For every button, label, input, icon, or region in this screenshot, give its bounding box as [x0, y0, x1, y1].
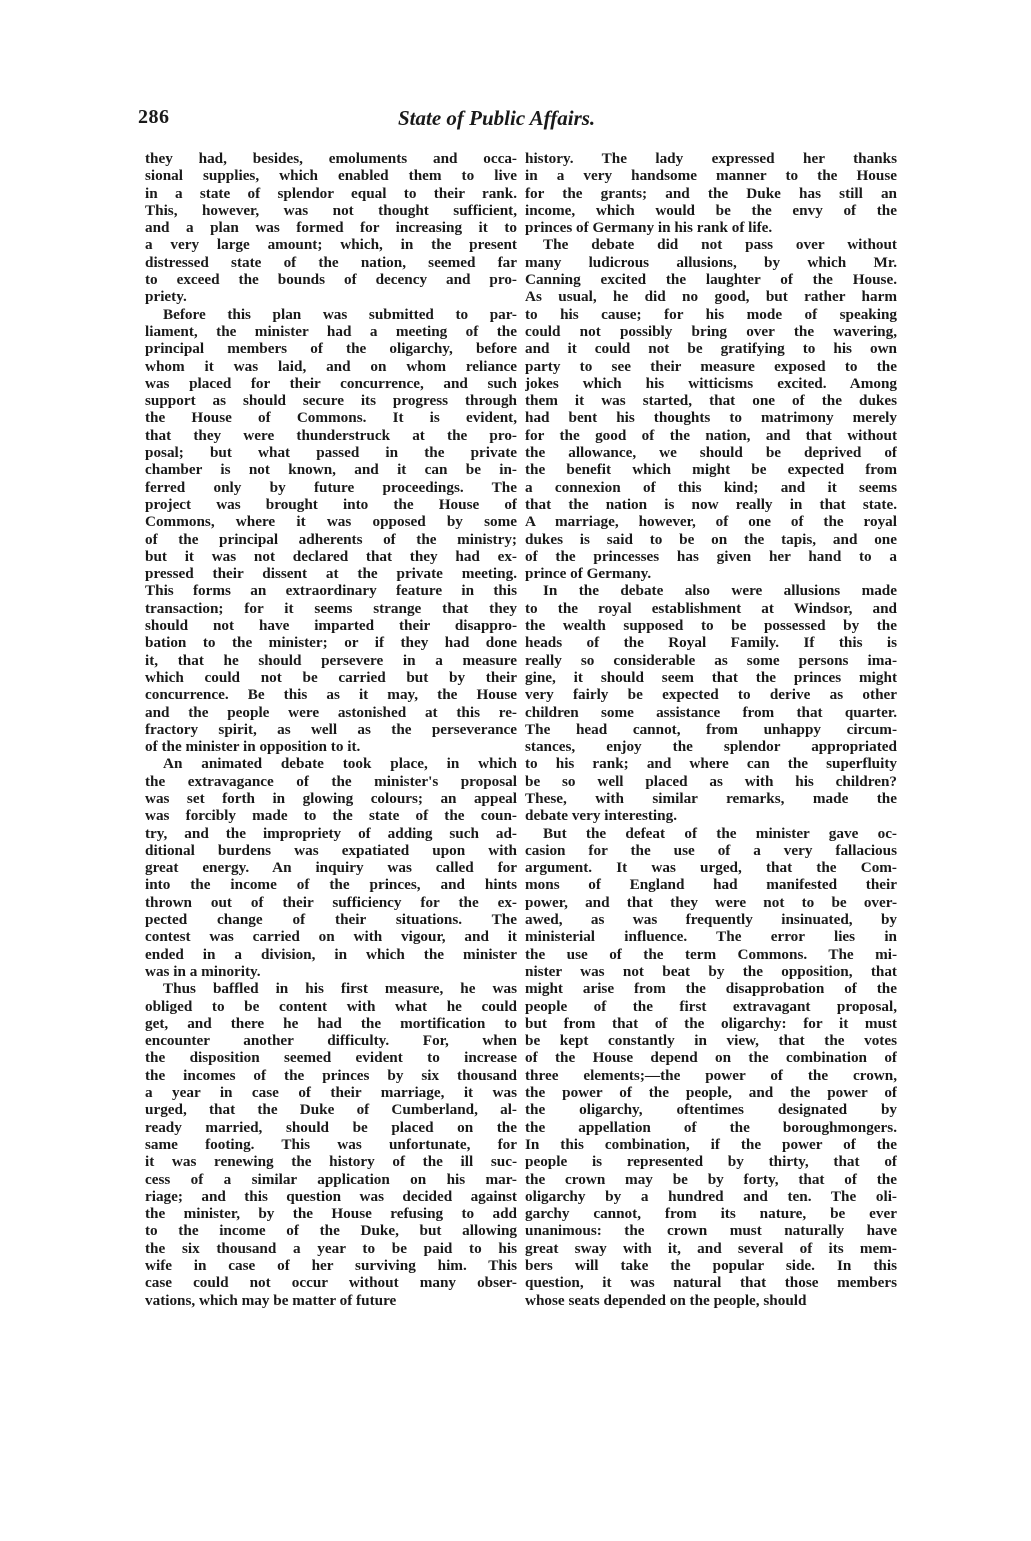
text-line: priety. — [145, 288, 187, 306]
paragraph — [145, 306, 517, 756]
text-line: princes of Germany in his rank of life. — [525, 219, 773, 237]
text-line: but from that of the oligarchy: for it must — [525, 1014, 897, 1032]
text-line: vations, which may be matter of future — [145, 1291, 397, 1309]
text-line: question, it was natural that those members — [525, 1274, 897, 1292]
text-line: it was renewing the history of the ill suc- — [145, 1153, 517, 1171]
text-line: a very large amount; which, in the present — [145, 236, 517, 254]
text-line: In the debate also were allusions made — [543, 582, 897, 600]
text-line: people of the first extravagant proposal, — [525, 997, 897, 1015]
text-line: many ludicrous allusions, by which Mr. — [525, 253, 897, 271]
paragraph — [145, 755, 517, 980]
text-line: they had, besides, emoluments and occa- — [145, 150, 517, 167]
text-line: The head cannot, from unhappy circum- — [525, 720, 897, 738]
text-line: nister was not beat by the opposition, that — [525, 962, 897, 980]
text-line: the incomes of the princes by six thousand — [145, 1066, 517, 1084]
running-head: State of Public Affairs. — [398, 106, 596, 130]
text-line: should not have imparted their disappro- — [145, 617, 517, 635]
text-line: the crown may be by forty, that of the — [525, 1170, 897, 1188]
text-line: people is represented by thirty, that of — [525, 1153, 897, 1171]
text-line: for the grants; and the Duke has still an — [525, 184, 897, 202]
text-line: ended in a division, in which the minister — [145, 945, 517, 963]
text-line: An animated debate took place, in which — [163, 755, 517, 773]
text-line: In this combination, if the power of the — [525, 1135, 897, 1153]
text-line: jokes which his witticisms excited. Among — [525, 374, 897, 392]
paragraph — [525, 582, 897, 824]
text-line: in a very handsome manner to the House — [525, 167, 897, 185]
text-line: ministerial influence. The error lies in — [525, 928, 897, 946]
text-line: the use of the term Commons. The mi- — [525, 945, 897, 963]
text-line: try, and the impropriety of adding such ad- — [145, 824, 517, 842]
text-line: The debate did not pass over without — [543, 236, 897, 254]
text-line: could not possibly bring over the wavering, — [525, 322, 897, 340]
text-line: it, that he should persevere in a measure — [145, 651, 517, 669]
text-line: garchy cannot, from its nature, be ever — [525, 1205, 897, 1223]
text-line: contest was carried on with vigour, and it — [145, 928, 517, 946]
text-line: for the good of the nation, and that without — [525, 426, 897, 444]
text-line: history. The lady expressed her thanks — [525, 150, 897, 167]
text-line: principal members of the oligarchy, before — [145, 340, 517, 358]
text-line: support as should secure its progress through — [145, 392, 517, 410]
text-line: bers will take the popular side. In this — [525, 1257, 897, 1274]
text-line: of the princesses has given her hand to a — [525, 547, 897, 565]
text-line: to the income of the Duke, but allowing — [145, 1222, 517, 1240]
text-line: into the income of the princes, and hints — [145, 876, 517, 894]
text-line: distressed state of the nation, seemed far — [145, 253, 517, 271]
text-line: riage; and this question was decided against — [145, 1187, 517, 1205]
text-line: whom it was laid, and on whom reliance — [145, 357, 517, 375]
paragraph — [525, 150, 897, 236]
text-line: to his cause; for his mode of speaking — [525, 305, 897, 323]
text-line: to exceed the bounds of decency and pro- — [145, 271, 517, 289]
text-line: was in a minority. — [145, 962, 261, 980]
text-line: might arise from the disapprobation of the — [525, 980, 897, 998]
text-line: A marriage, however, of one of the royal — [525, 513, 897, 531]
text-line: cess of a similar application on his mar- — [145, 1170, 517, 1188]
text-line: the disposition seemed evident to increase — [145, 1049, 517, 1067]
text-line: wife in case of her surviving him. This — [145, 1257, 517, 1274]
text-column-left — [145, 150, 517, 1309]
text-line: the six thousand a year to be paid to his — [145, 1239, 517, 1257]
text-line: ready married, should be placed on the — [145, 1118, 517, 1136]
text-line: of the House depend on the combination of — [525, 1049, 897, 1067]
text-line: be so well placed as with his children? — [525, 772, 897, 790]
text-line: and a plan was formed for increasing it to — [145, 219, 517, 237]
text-line: debate very interesting. — [525, 807, 677, 825]
text-line: the wealth supposed to be possessed by the — [525, 617, 897, 635]
text-line: to the royal establishment at Windsor, and — [525, 599, 897, 617]
text-line: transaction; for it seems strange that they — [145, 599, 517, 617]
text-line: heads of the Royal Family. If this is — [525, 634, 897, 652]
text-line: the oligarchy, oftentimes designated by — [525, 1101, 897, 1119]
text-line: obliged to be content with what he could — [145, 997, 517, 1015]
text-line: This forms an extraordinary feature in this — [145, 582, 517, 600]
text-line: As usual, he did no good, but rather harm — [525, 288, 897, 306]
text-line: the minister, by the House refusing to add — [145, 1205, 517, 1223]
text-line: very fairly be expected to derive as other — [525, 686, 897, 704]
text-line: pressed their dissent at the private meeting. — [145, 565, 517, 583]
text-line: Commons, where it was opposed by some — [145, 513, 517, 531]
text-line: argument. It was urged, that the Com- — [525, 859, 897, 877]
text-line: in a state of splendor equal to their rank. — [145, 184, 517, 202]
text-line: them it was started, that one of the dukes — [525, 392, 897, 410]
text-column-right — [525, 150, 897, 1309]
text-line: Canning excited the laughter of the House. — [525, 271, 897, 289]
text-line: children some assistance from that quarter. — [525, 703, 897, 721]
text-line: the House of Commons. It is evident, — [145, 409, 517, 427]
text-line: case could not occur without many obser- — [145, 1274, 517, 1292]
text-line: of the principal adherents of the ministry; — [145, 530, 517, 548]
text-line: fractory spirit, as well as the perseverance — [145, 720, 517, 738]
text-line: oligarchy by a hundred and ten. The oli- — [525, 1187, 897, 1205]
text-line: liament, the minister had a meeting of the — [145, 322, 517, 340]
text-line: casion for the use of a very fallacious — [525, 841, 897, 859]
text-line: which could not be carried but by their — [145, 668, 517, 686]
text-line: whose seats depended on the people, should — [525, 1291, 807, 1309]
text-line: concurrence. Be this as it may, the House — [145, 686, 517, 704]
text-line: great energy. An inquiry was called for — [145, 859, 517, 877]
text-line: really so considerable as some persons ima- — [525, 651, 897, 669]
text-line: be kept constantly in view, that the votes — [525, 1032, 897, 1050]
page-number: 286 — [138, 106, 170, 128]
text-line: a year in case of their marriage, it was — [145, 1084, 517, 1102]
text-line: But the defeat of the minister gave oc- — [543, 824, 897, 842]
text-line: three elements;—the power of the crown, — [525, 1066, 897, 1084]
text-line: and it could not be gratifying to his own — [525, 340, 897, 358]
paragraph — [145, 150, 517, 306]
text-line: dukes is said to be on the tapis, and one — [525, 530, 897, 548]
text-line: posal; but what passed in the private — [145, 444, 517, 462]
text-line: get, and there he had the mortification to — [145, 1014, 517, 1032]
text-line: gine, it should seem that the princes might — [525, 668, 897, 686]
text-line: ditional burdens was expatiated upon with — [145, 841, 517, 859]
text-line: and the people were astonished at this re- — [145, 703, 517, 721]
text-line: same footing. This was unfortunate, for — [145, 1135, 517, 1153]
text-line: party to see their measure exposed to the — [525, 357, 897, 375]
paragraph — [525, 825, 897, 1309]
text-line: a connexion of this kind; and it seems — [525, 478, 897, 496]
paragraph — [145, 980, 517, 1309]
text-line: power, and that they were not to be over- — [525, 893, 897, 911]
text-line: income, which would be the envy of the — [525, 201, 897, 219]
text-line: pected change of their situations. The — [145, 911, 517, 929]
text-line: was forcibly made to the state of the coun- — [145, 807, 517, 825]
text-line: urged, that the Duke of Cumberland, al- — [145, 1101, 517, 1119]
page-header — [138, 106, 898, 136]
text-line: the benefit which might be expected from — [525, 461, 897, 479]
text-line: the extravagance of the minister's proposal — [145, 772, 517, 790]
text-line: but it was not declared that they had ex- — [145, 547, 517, 565]
paragraph — [525, 236, 897, 582]
text-line: to his rank; and where can the superfluity — [525, 755, 897, 773]
text-line: encounter another difficulty. For, when — [145, 1032, 517, 1050]
text-line: the allowance, we should be deprived of — [525, 444, 897, 462]
text-line: that the nation is now really in that state. — [525, 495, 897, 513]
text-line: chamber is not known, and it can be in- — [145, 461, 517, 479]
text-line: Before this plan was submitted to par- — [163, 305, 517, 323]
text-line: that they were thunderstruck at the pro- — [145, 426, 517, 444]
text-line: the appellation of the boroughmongers. — [525, 1118, 897, 1136]
text-line: of the minister in opposition to it. — [145, 738, 361, 756]
text-line: had bent his thoughts to matrimony merely — [525, 409, 897, 427]
text-line: the power of the people, and the power of — [525, 1084, 897, 1102]
text-line: thrown out of their sufficiency for the ex- — [145, 893, 517, 911]
text-line: bation to the minister; or if they had done — [145, 634, 517, 652]
text-line: great sway with it, and several of its mem- — [525, 1239, 897, 1257]
text-line: project was brought into the House of — [145, 495, 517, 513]
text-line: unanimous: the crown must naturally have — [525, 1222, 897, 1240]
text-line: These, with similar remarks, made the — [525, 789, 897, 807]
text-line: Thus baffled in his first measure, he was — [163, 980, 517, 998]
text-line: mons of England had manifested their — [525, 876, 897, 894]
text-line: was set forth in glowing colours; an appeal — [145, 789, 517, 807]
text-line: prince of Germany. — [525, 565, 652, 583]
text-line: sional supplies, which enabled them to live — [145, 167, 517, 185]
text-line: stances, enjoy the splendor appropriated — [525, 738, 897, 756]
text-line: awed, as was frequently insinuated, by — [525, 911, 897, 929]
text-line: was placed for their concurrence, and such — [145, 374, 517, 392]
text-line: ferred only by future proceedings. The — [145, 478, 517, 496]
text-line: This, however, was not thought sufficient, — [145, 201, 517, 219]
